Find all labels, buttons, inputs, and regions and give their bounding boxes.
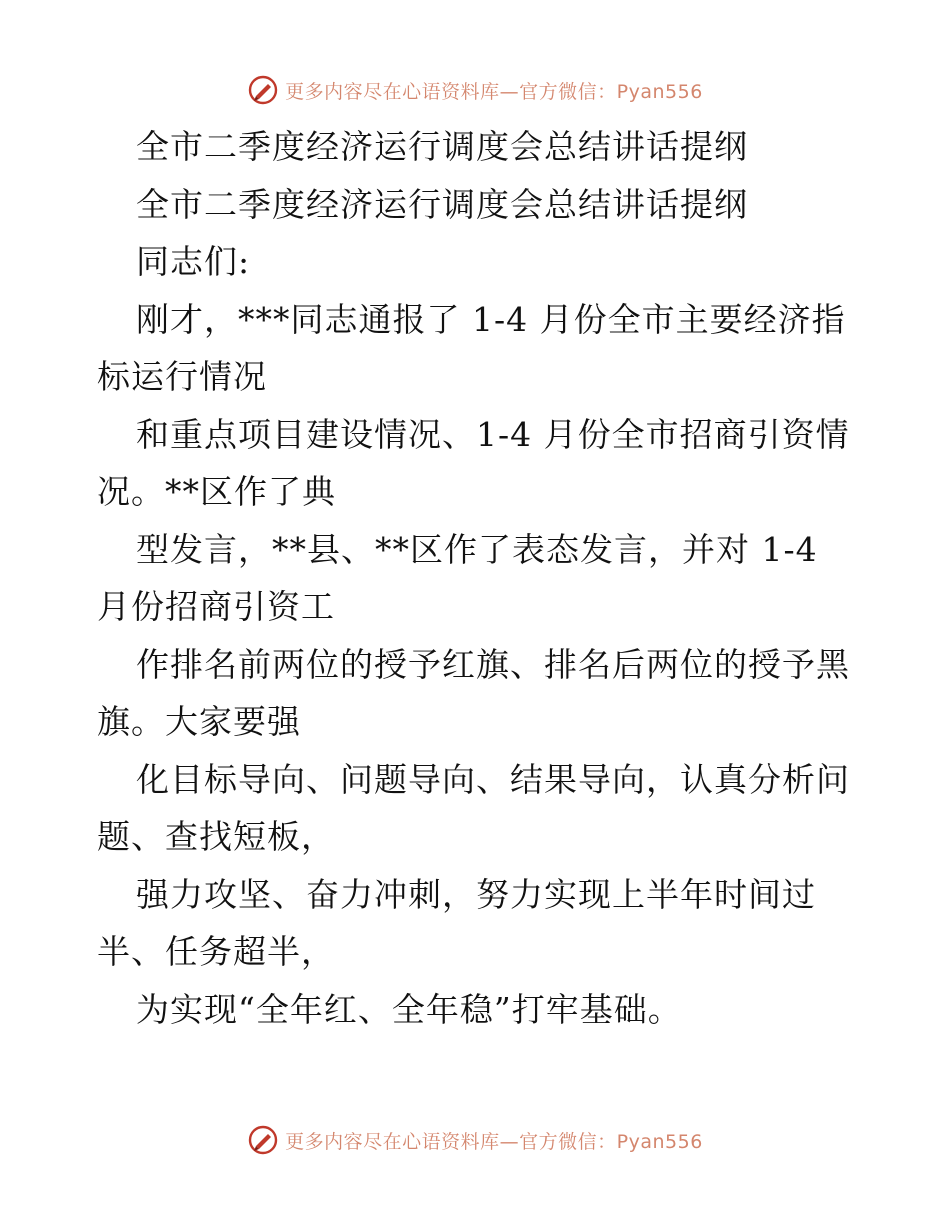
text-line: 全市二季度经济运行调度会总结讲话提纲 [136, 127, 748, 166]
watermark-text: 更多内容尽在心语资料库—官方微信：Pyan556 [285, 1130, 703, 1153]
text-line: 型发言，**县、**区作了表态发言，并对 1-4 [136, 529, 818, 569]
text-line: 全市二季度经济运行调度会总结讲话提纲 [136, 184, 748, 224]
text-line: 月份招商引资工 [97, 587, 335, 626]
text-line: 况。**区作了典 [97, 472, 336, 511]
document-body [97, 118, 857, 1038]
watermark-text: 更多内容尽在心语资料库—官方微信：Pyan556 [285, 80, 703, 103]
pen-logo-icon [247, 74, 279, 106]
text-line: 和重点项目建设情况、1-4 月份全市招商引资情 [136, 414, 850, 454]
text-line: 刚才，***同志通报了 1-4 月份全市主要经济指 [136, 299, 846, 339]
text-line: 为实现“全年红、全年稳”打牢基础。 [136, 989, 682, 1029]
text-line: 化目标导向、问题导向、结果导向，认真分析问 [136, 759, 850, 799]
text-line: 旗。大家要强 [97, 702, 301, 741]
pen-logo-icon [247, 1124, 279, 1156]
text-line: 强力攻坚、奋力冲刺，努力实现上半年时间过 [136, 874, 816, 914]
text-line: 题、查找短板， [97, 817, 335, 856]
footer-watermark-banner [0, 1120, 950, 1160]
text-line: 同志们: [136, 242, 251, 281]
text-line: 作排名前两位的授予红旗、排名后两位的授予黑 [136, 644, 850, 684]
header-watermark-banner [0, 70, 950, 110]
text-line: 半、任务超半， [97, 932, 335, 971]
text-line: 标运行情况 [97, 357, 267, 396]
